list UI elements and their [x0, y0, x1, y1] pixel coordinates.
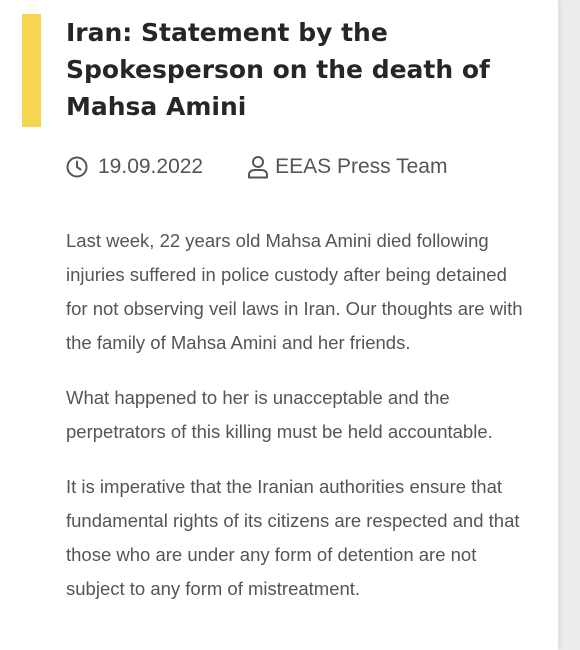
article-paragraph: It is imperative that the Iranian authorities ensure that fundamental rights of its citizens are respected and that those who are under any form of detention are not subject to any form of mistreatment. — [66, 476, 520, 599]
user-icon — [247, 155, 269, 179]
article-author-text: EEAS Press Team — [275, 155, 448, 178]
article-body — [66, 224, 531, 627]
article-meta — [66, 153, 447, 181]
title-accent-bar — [22, 14, 41, 127]
article-paragraph: What happened to her is unacceptable and the perpetrators of this killing must be held accountable. — [66, 387, 493, 442]
article-author[interactable] — [247, 155, 447, 179]
article-date — [66, 155, 203, 179]
article-date-text: 19.09.2022 — [98, 155, 204, 178]
article-paragraph: Last week, 22 years old Mahsa Amini died following injuries suffered in police custody after being detained for not observing veil laws in Iran. Our thoughts are with the family of Mahsa Amini and her friends. — [66, 230, 523, 353]
article-title: Iran: Statement by the Spokesperson on the death of Mahsa Amini — [66, 18, 490, 121]
clock-icon — [66, 156, 88, 178]
